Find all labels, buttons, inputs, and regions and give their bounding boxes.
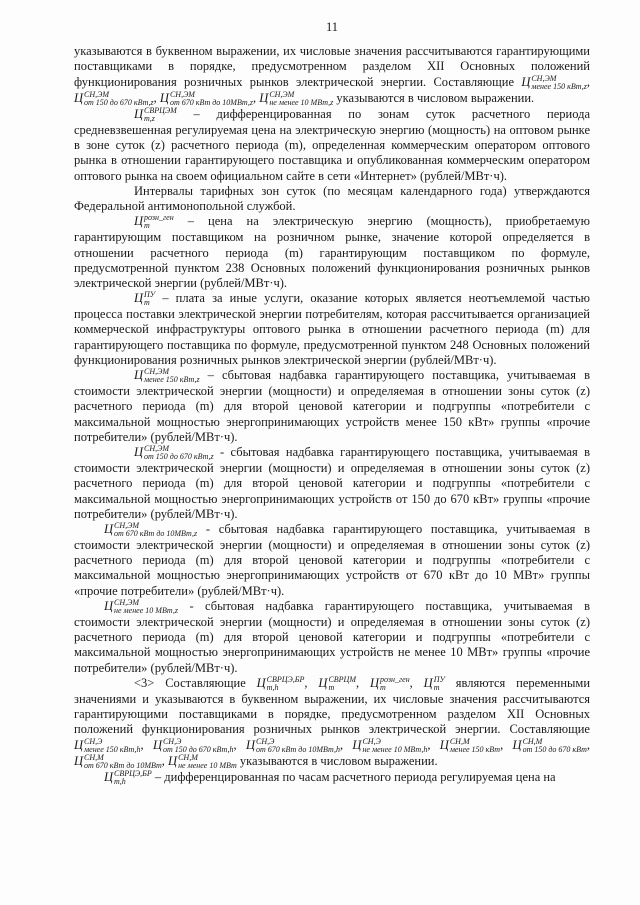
paragraph-10: <3> Составляющие Ц СВРЦЭ,БР m,h , Ц СВРЦМ m , Ц розн_ген m , Ц ПУ m являются переменными значениями и указываются в буквенном выражении, их числовые значения рассчитываются гарантирующими поставщиками в порядке, предусмотренном разделом XII Основных положений функционирования розничных рынков электрической энергии. Составляющие Ц СН,Э менее 150 кВт,h , Ц СН,Э от 150 до 670 кВт,h , Ц СН,Э от 670 кВт до 10МВт,h , Ц СН,Э не менее 10 МВт,h , Ц СН,М менее 150 кВт , Ц СН,М от 150 до 670 кВт , Ц СН,М от 670 кВт до 10МВт , Ц СН,М не менее 10 МВт указываются в числовом выражении. — [74, 674, 591, 770]
symbol: Ц СН,ЭМ от 150 до 670 кВт,z — [74, 89, 154, 107]
paragraph-6: Ц СН,ЭМ менее 150 кВт,z – сбытовая надбавка гарантирующего поставщика, учитываемая в стоимости электрической энергии (мощности) и определяемая в отношении зоны суток (z) расчетного периода (m) для второй ценовой категории и подгруппы «потребители с максимальной мощностью энергопринимающих устройств менее 150 кВт» группы «прочие потребители» (рублей/МВт·ч). — [74, 367, 591, 444]
symbol: Ц СН,М не менее 10 МВт — [168, 752, 237, 770]
symbol: Ц розн_ген m — [370, 674, 410, 692]
symbol: Ц СН,ЭМ от 670 кВт до 10МВт,z — [104, 521, 198, 539]
symbol: Ц СН,ЭМ от 670 кВт до 10МВт,z — [159, 89, 254, 107]
page-number: 11 — [325, 20, 339, 34]
symbol: Ц ПУ m — [423, 674, 445, 692]
symbol: Ц СВРЦЭМ m,z — [134, 105, 177, 123]
paragraph-3: Интервалы тарифных зон суток (по месяцам календарного года) утверждаются Федеральной антимонопольной службой. — [74, 183, 590, 213]
symbol: Ц СН,М от 670 кВт до 10МВт — [74, 752, 162, 770]
paragraph-5: Ц ПУ m – плата за иные услуги, оказание которых является неотъемлемой частью процесса поставки электрической энергии потребителям, которая рассчитывается организацией коммерческой инфраструктуры оптового рынка в отношении расчетного периода (m) для гарантирующего поставщика по формуле, предусмотренной пунктом 248 Основных положений функционирования розничных рынков электрической энергии (рублей/МВт·ч). — [74, 290, 591, 367]
symbol: Ц СН,ЭМ менее 150 кВт,z — [134, 367, 200, 385]
paragraph-2: Ц СВРЦЭМ m,z – дифференцированная по зонам суток расчетного периода средневзвешенная регулируемая цена на электрическую энергию (мощность) на оптовом рынке в зоне суток (z) расчетного периода (m), определенная коммерческим оператором оптового рынка в отношении гарантирующего поставщика и опубликованная коммерческим оператором оптового рынка на своем официальном сайте в сети «Интернет» (рублей/МВт·ч). — [74, 105, 590, 183]
symbol: Ц СН,ЭМ от 150 до 670 кВт,z — [134, 444, 214, 462]
paragraph-4: Ц розн_ген m – цена на электрическую энергию (мощность), приобретаемую гарантирующим поставщиком на розничном рынке, значение которой определяется в отношении расчетного периода (m) гарантирующим поставщиком по формуле, предусмотренной пунктом 238 Основных положений функционирования розничных рынков электрической энергии (рублей/МВт·ч). — [74, 213, 591, 290]
symbol: Ц СН,ЭМ менее 150 кВт,z — [521, 73, 587, 91]
paragraph-8: Ц СН,ЭМ от 670 кВт до 10МВт,z - сбытовая надбавка гарантирующего поставщика, учитываемая в стоимости электрической энергии (мощности) и определяемая в отношении зоны суток (z) расчетного периода (m) для второй ценовой категории и подгруппы «потребители с максимальной мощностью энергопринимающих устройств от 670 кВт до 10 МВт» группы «прочие потребители» (рублей/МВт·ч). — [74, 521, 591, 598]
symbol: Ц ПУ m — [134, 290, 156, 308]
symbol: Ц СН,ЭМ не менее 10 МВт,z — [104, 598, 179, 616]
symbol: Ц СВРЦЭ,БР m,h — [256, 674, 305, 692]
paragraph-11: Ц СВРЦЭ,БР m,h – дифференцированная по часам расчетного периода регулируемая цена на — [104, 768, 556, 786]
symbol: Ц СН,Э от 670 кВт до 10МВт,h — [245, 736, 340, 754]
symbol: Ц СН,Э от 150 до 670 кВт,h — [152, 736, 234, 754]
symbol: Ц СВРЦЭ,БР m,h — [104, 768, 152, 786]
symbol: Ц СВРЦМ m — [318, 674, 356, 692]
symbol: Ц СН,ЭМ не менее 10 МВт,z — [259, 89, 334, 107]
symbol: Ц розн_ген m — [134, 213, 174, 231]
paragraph-9: Ц СН,ЭМ не менее 10 МВт,z - сбытовая надбавка гарантирующего поставщика, учитываемая в стоимости электрической энергии (мощности) и определяемая в отношении зоны суток (z) расчетного периода (m) для второй ценовой категории и подгруппы «потребители с максимальной мощностью энергопринимающих устройств не менее 10 МВт» группы «прочие потребители» (рублей/МВт·ч). — [74, 598, 591, 675]
symbol: Ц СН,М менее 150 кВт — [439, 736, 501, 754]
paragraph-7: Ц СН,ЭМ от 150 до 670 кВт,z - сбытовая надбавка гарантирующего поставщика, учитываемая в стоимости электрической энергии (мощности) и определяемая в отношении зоны суток (z) расчетного периода (m) для второй ценовой категории и подгруппы «потребители с максимальной мощностью энергопринимающих устройств от 150 до 670 кВт» группы «прочие потребители» (рублей/МВт·ч). — [74, 444, 591, 521]
symbol: Ц СН,Э менее 150 кВт,h — [74, 736, 141, 754]
paragraph-1: указываются в буквенном выражении, их числовые значения рассчитываются гарантирующими поставщиками в порядке, предусмотренном разделом XII Основных положений функционирования розничных рынков электрической энергии. Составляющие Ц СН,ЭМ менее 150 кВт,z , Ц СН,ЭМ от 150 до 670 кВт,z , Ц СН,ЭМ от 670 кВт до 10МВт,z , Ц СН,ЭМ не менее 10 МВт,z указываются в числовом выражении. — [74, 44, 591, 107]
symbol: Ц СН,М от 150 до 670 кВт — [512, 736, 587, 754]
symbol: Ц СН,Э не менее 10 МВт,h — [352, 736, 428, 754]
